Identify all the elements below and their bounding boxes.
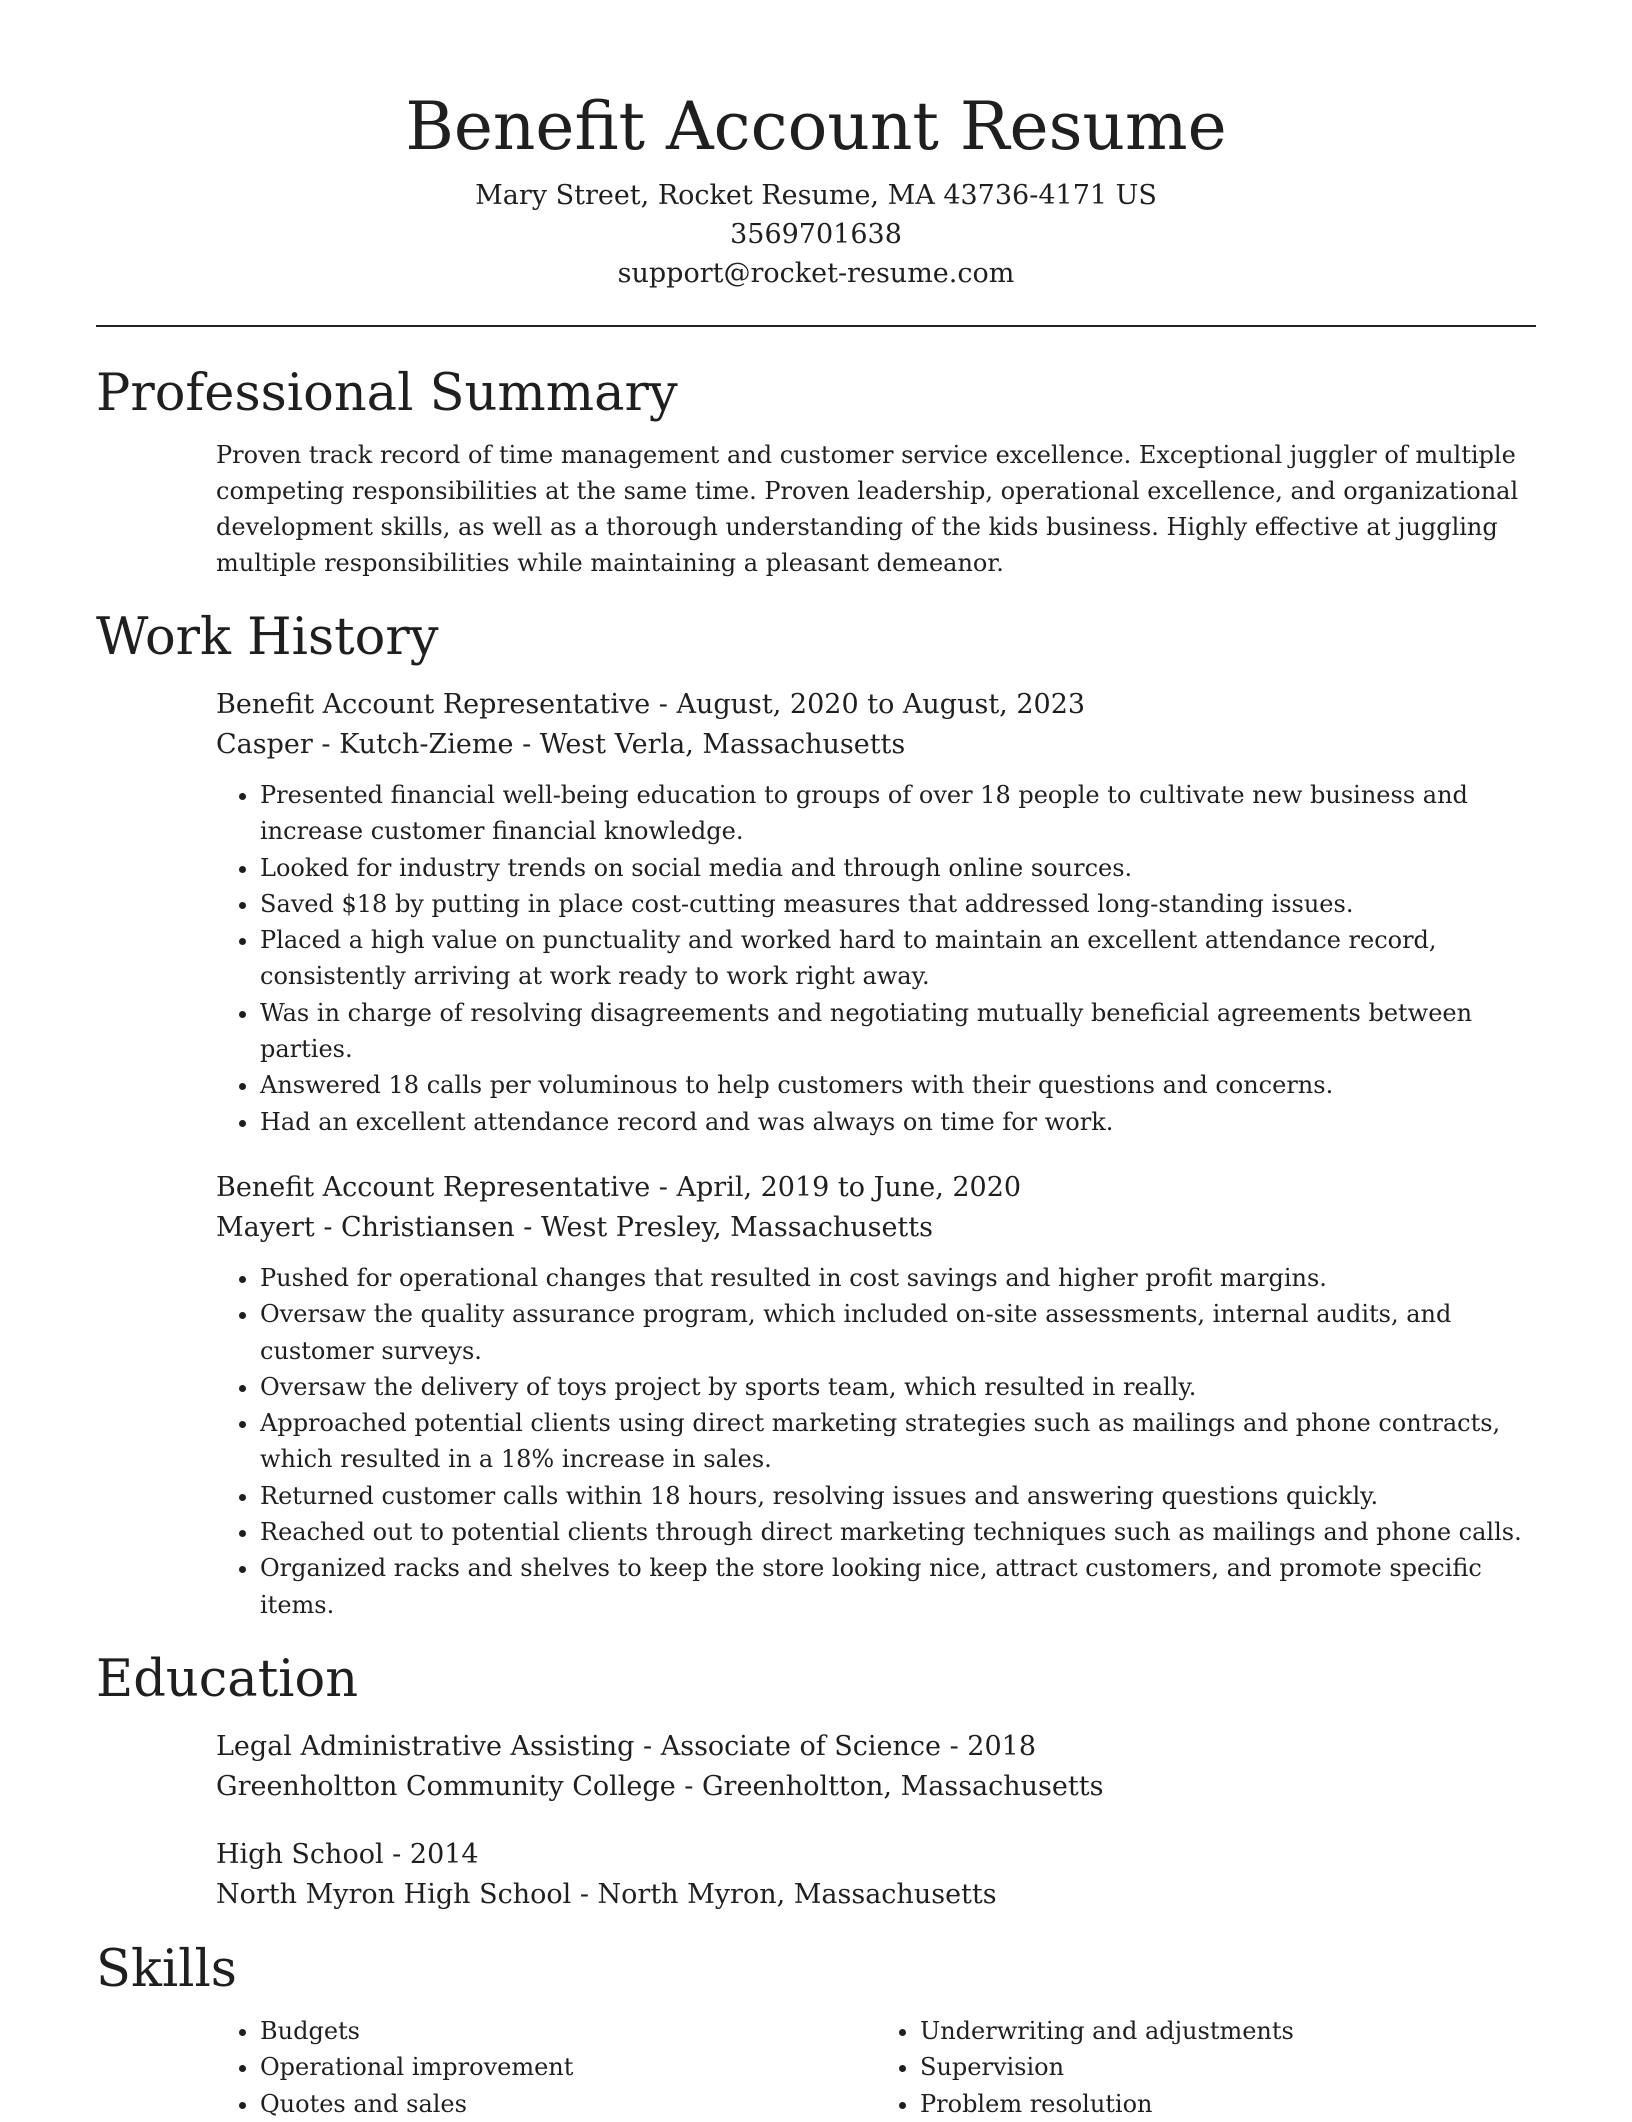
education-location: North Myron, Massachusetts <box>597 1878 997 1910</box>
contact-phone: 3569701638 <box>730 219 902 250</box>
list-item: • Oversaw the quality assurance program, which included on-site assessments, internal audits, and customer surveys. <box>260 1296 1536 1369</box>
education-school: Greenholtton Community College <box>216 1770 676 1802</box>
education-heading: Education <box>96 1649 359 1709</box>
skills-columns <box>216 2013 1536 2122</box>
list-item: • Oversaw the delivery of toys project by sports team, which resulted in really. <box>260 1369 1536 1405</box>
job-bullets <box>216 777 1536 1140</box>
list-item: • Presented financial well-being education to groups of over 18 people to cultivate new business and increase customer financial knowledge. <box>260 777 1536 850</box>
list-item: • Looked for industry trends on social media and through online sources. <box>260 850 1536 886</box>
page-title: Benefit Account Resume <box>405 88 1227 165</box>
job-dates: April, 2019 to June, 2020 <box>676 1171 1022 1203</box>
job-title-line: Benefit Account Representative - August, 2020 to August, 2023 <box>216 689 1086 720</box>
list-item: • Answered 18 calls per voluminous to help customers with their questions and concerns. <box>260 1067 1536 1103</box>
job-company-line: Casper - Kutch-Zieme - West Verla, Massachusetts <box>216 729 906 760</box>
header-divider <box>96 325 1536 327</box>
list-item: • Returned customer calls within 18 hours, resolving issues and answering questions quickly. <box>260 1478 1536 1514</box>
job-company: Mayert - Christiansen <box>216 1211 515 1243</box>
summary-heading: Professional Summary <box>96 364 678 423</box>
job-entry <box>216 1168 1536 1623</box>
skills-section <box>96 1937 1536 2122</box>
summary-text: Proven track record of time management and customer service excellence. Exceptional juggler of multiple competing responsibilities at the same time. Proven leadership, operational excellence, and organizational development skills, as well as a thorough understanding of the kids business. Highly effective at juggling multiple responsibilities while maintaining a pleasant demeanor. <box>216 441 1519 577</box>
job-title: Benefit Account Representative <box>216 689 651 720</box>
education-entry <box>216 1835 1536 1915</box>
job-bullets <box>216 1260 1536 1623</box>
education-degree: High School <box>216 1838 384 1870</box>
job-company-line: Mayert - Christiansen - West Presley, Massachusetts <box>216 1211 933 1243</box>
list-item: • Reached out to potential clients through direct marketing techniques such as mailings and phone calls. <box>260 1514 1536 1550</box>
job-title-line: Benefit Account Representative - April, 2019 to June, 2020 <box>216 1171 1022 1203</box>
education-degree: Legal Administrative Assisting - Associate of Science <box>216 1730 941 1762</box>
list-item: • Operational improvement <box>260 2049 876 2085</box>
list-item: • Quotes and sales <box>260 2086 876 2122</box>
education-school-line: North Myron High School - North Myron, Massachusetts <box>216 1878 997 1910</box>
job-dates: August, 2020 to August, 2023 <box>676 689 1086 720</box>
list-item: • Had an excellent attendance record and was always on time for work. <box>260 1104 1536 1140</box>
work-section <box>96 605 1536 1623</box>
education-degree-line: High School - 2014 <box>216 1838 479 1870</box>
education-section <box>96 1647 1536 1915</box>
list-item: • Was in charge of resolving disagreements and negotiating mutually beneficial agreements between parties. <box>260 995 1536 1068</box>
list-item: • Saved $18 by putting in place cost-cutting measures that addressed long-standing issues. <box>260 886 1536 922</box>
education-entry <box>216 1727 1536 1807</box>
list-item: • Pushed for operational changes that resulted in cost savings and higher profit margins. <box>260 1260 1536 1296</box>
job-location: West Presley, Massachusetts <box>540 1211 933 1243</box>
summary-section <box>96 361 1536 581</box>
job-company: Casper - Kutch-Zieme <box>216 729 514 760</box>
education-year: 2014 <box>409 1838 479 1870</box>
skills-list-left <box>216 2013 876 2122</box>
list-item: • Placed a high value on punctuality and worked hard to maintain an excellent attendance record, consistently arriving at work ready to work right away. <box>260 922 1536 995</box>
contact-block <box>96 176 1536 293</box>
education-degree-line: Legal Administrative Assisting - Associate of Science - 2018 <box>216 1730 1037 1762</box>
job-location: West Verla, Massachusetts <box>539 729 906 760</box>
list-item: • Budgets <box>260 2013 876 2049</box>
list-item: • Approached potential clients using direct marketing strategies such as mailings and phone contracts, which resulted in a 18% increase in sales. <box>260 1405 1536 1478</box>
job-title: Benefit Account Representative <box>216 1171 651 1203</box>
education-year: 2018 <box>967 1730 1037 1762</box>
list-item: • Underwriting and adjustments <box>920 2013 1536 2049</box>
contact-address: Mary Street, Rocket Resume, MA 43736-4171 US <box>475 180 1157 211</box>
education-school-line: Greenholtton Community College - Greenholtton, Massachusetts <box>216 1770 1104 1802</box>
list-item: • Problem resolution <box>920 2086 1536 2122</box>
work-heading: Work History <box>96 608 439 667</box>
list-item: • Supervision <box>920 2049 1536 2085</box>
resume-page <box>96 0 1536 2122</box>
skills-list-right <box>876 2013 1536 2122</box>
job-entry <box>216 685 1536 1140</box>
contact-email: support@rocket-resume.com <box>617 258 1015 289</box>
education-school: North Myron High School <box>216 1878 572 1910</box>
list-item: • Organized racks and shelves to keep the store looking nice, attract customers, and promote specific items. <box>260 1550 1536 1623</box>
skills-heading: Skills <box>96 1939 237 1999</box>
education-location: Greenholtton, Massachusetts <box>701 1770 1104 1802</box>
